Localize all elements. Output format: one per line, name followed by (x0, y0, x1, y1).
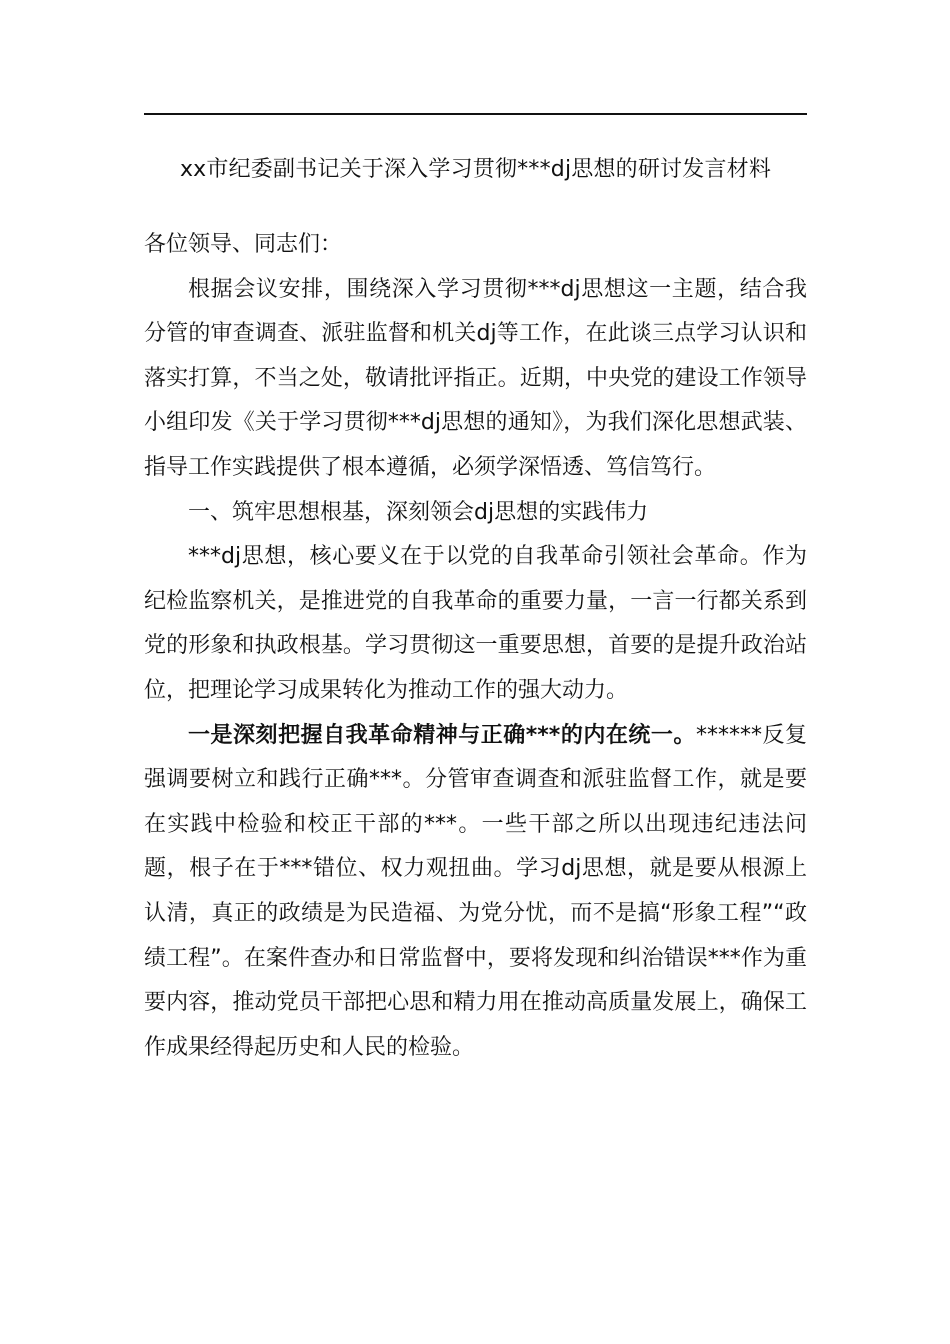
header-rule (144, 113, 807, 115)
document-body (144, 223, 807, 1070)
paragraph-intro: 根据会议安排，围绕深入学习贯彻***dj思想这一主题，结合我分管的审查调查、派驻监督和机关dj等工作，在此谈三点学习认识和落实打算，不当之处，敬请批评指正。近期，中央党的建设工作领导小组印发《关于学习贯彻***dj思想的通知》，为我们深化思想武装、指导工作实践提供了根本遵循，必须学深悟透、笃信笃行。 (144, 276, 807, 480)
point-1-lead: 一是深刻把握自我革命精神与正确***的内在统一。 (188, 722, 696, 748)
salutation: 各位领导、同志们： (144, 232, 343, 257)
point-1-text: ******反复强调要树立和践行正确***。分管审查调查和派驻监督工作，就是要在实践中检验和校正干部的***。一些干部之所以出现违纪违法问题，根子在于***错位、权力观扭曲。学习dj思想，就是要从根源上认清，真正的政绩是为民造福、为党分忧，而不是搞“形象工程”“政绩工程”。在案件查办和日常监督中，要将发现和纠治错误***作为重要内容，推动党员干部把心思和精力用在推动高质量发展上，确保工作成果经得起历史和人民的检验。 (144, 722, 807, 1060)
section-heading-1: 一、筑牢思想根基，深刻领会dj思想的实践伟力 (188, 499, 649, 525)
document-title: xx市纪委副书记关于深入学习贯彻***dj思想的研讨发言材料 (179, 157, 772, 182)
paragraph-point-1 (144, 714, 807, 1071)
paragraph-section-1: ***dj思想，核心要义在于以党的自我革命引领社会革命。作为纪检监察机关，是推进党的自我革命的重要力量，一言一行都关系到党的形象和执政根基。学习贯彻这一重要思想，首要的是提升政治站位，把理论学习成果转化为推动工作的强大动力。 (144, 544, 807, 703)
